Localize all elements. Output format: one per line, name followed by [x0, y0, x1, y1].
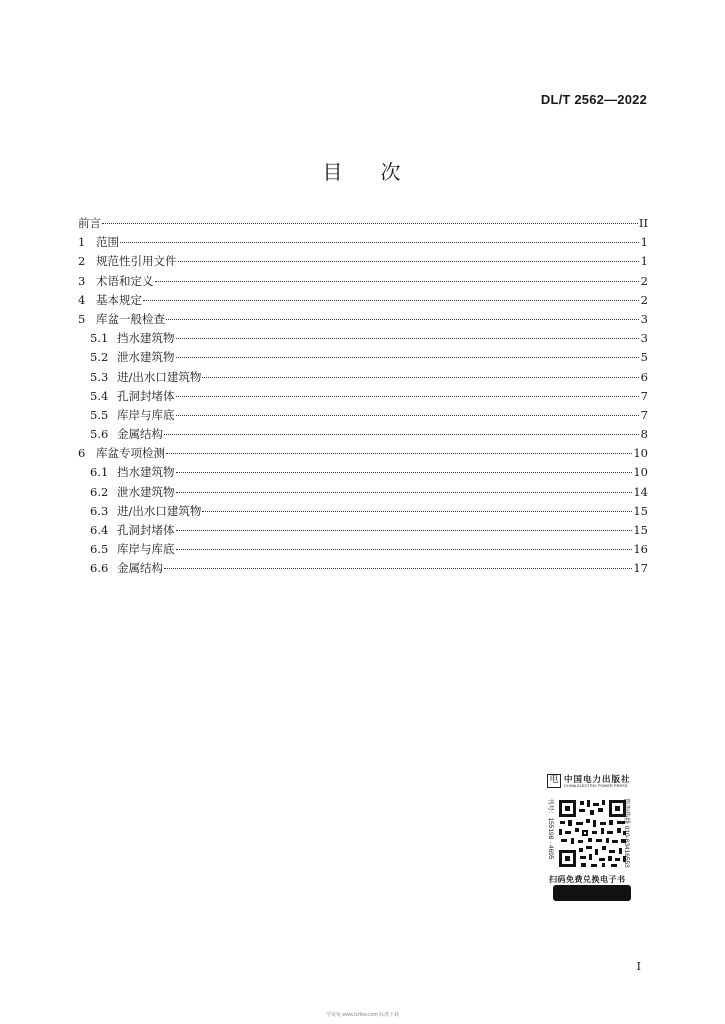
toc-entry-label: 前言 [78, 216, 101, 230]
toc-leader-dots [120, 242, 639, 243]
toc-entry-number: 6.4 [90, 523, 109, 537]
toc-entry[interactable] [78, 214, 648, 233]
toc-entry-number: 2 [78, 254, 86, 269]
toc-entry-label: 范围 [96, 235, 119, 250]
toc-entry-label: 泄水建筑物 [117, 350, 175, 365]
toc-entry-page: II [638, 216, 648, 230]
toc-entry-label: 进/出水口建筑物 [117, 369, 202, 384]
toc-entry[interactable] [78, 463, 648, 482]
toc-entry-number: 5.4 [90, 388, 109, 403]
toc-entry-number: 5.3 [90, 369, 109, 384]
toc-entry-label: 金属结构 [117, 561, 163, 576]
toc-entry-page: 6 [640, 369, 648, 384]
toc-entry-label: 库盆专项检测 [96, 446, 165, 461]
toc-leader-dots [202, 377, 639, 378]
toc-leader-dots [166, 319, 639, 320]
toc-entry-label: 规范性引用文件 [96, 254, 177, 269]
toc-entry[interactable] [78, 348, 648, 367]
toc-leader-dots [176, 549, 633, 550]
toc-entry[interactable] [78, 521, 648, 540]
toc-entry[interactable] [78, 310, 648, 329]
toc-entry-label: 库岸与库底 [117, 407, 175, 422]
toc-entry-number: 6.5 [90, 542, 109, 557]
toc-entry-page: 7 [640, 407, 648, 422]
page-number: I [636, 960, 641, 973]
book-number: 书号：155198 · 4695 [547, 798, 554, 860]
publisher-logo [545, 772, 640, 794]
toc-leader-dots [178, 261, 640, 262]
publisher-name: 中国电力出版社 [564, 775, 631, 785]
toc-entry-label: 孔洞封堵体 [117, 388, 175, 403]
title-char-2: 次 [380, 160, 403, 184]
redacted-code [553, 885, 631, 901]
toc-entry-number: 5.1 [90, 331, 109, 346]
toc-entry-label: 进/出水口建筑物 [117, 503, 202, 518]
toc-entry-page: 1 [640, 235, 648, 250]
toc-entry-label: 库盆一般检查 [96, 311, 165, 326]
toc-entry-label: 术语和定义 [96, 273, 154, 288]
toc-entry-page: 3 [640, 331, 648, 346]
toc-entry-number: 5.6 [90, 427, 109, 442]
toc-leader-dots [176, 530, 633, 531]
toc-entry[interactable] [78, 540, 648, 559]
toc-entry-page: 7 [640, 388, 648, 403]
toc-leader-dots [176, 357, 640, 358]
toc-leader-dots [176, 472, 633, 473]
toc-entry-page: 2 [640, 292, 648, 307]
publisher-logo-icon: 电 [547, 774, 561, 788]
toc-entry-number: 5.5 [90, 407, 109, 422]
toc-entry-number: 1 [78, 235, 86, 250]
toc-leader-dots [102, 223, 638, 224]
qr-code-icon[interactable] [557, 798, 628, 869]
toc-entry-page: 17 [633, 561, 648, 576]
toc-leader-dots [176, 396, 640, 397]
toc-entry[interactable] [78, 272, 648, 291]
toc-entry-page: 14 [633, 484, 648, 499]
toc-leader-dots [155, 281, 640, 282]
toc-entry-number: 6.6 [90, 561, 109, 576]
consult-hotline: 咨询热线 010-63416553 [623, 798, 630, 868]
toc-entry-number: 4 [78, 292, 86, 307]
toc-entry[interactable] [78, 425, 648, 444]
toc-entry-label: 泄水建筑物 [117, 484, 175, 499]
toc-entry-number: 6 [78, 446, 86, 461]
toc-entry-label: 挡水建筑物 [117, 465, 175, 480]
toc-entry[interactable] [78, 406, 648, 425]
toc-entry-label: 挡水建筑物 [117, 331, 175, 346]
toc-leader-dots [164, 568, 632, 569]
toc-entry-page: 5 [640, 350, 648, 365]
toc-leader-dots [164, 434, 639, 435]
publisher-qr-block [545, 772, 640, 902]
toc-entry-number: 6.3 [90, 503, 109, 518]
toc-entry-number: 6.2 [90, 484, 109, 499]
toc-entry[interactable] [78, 252, 648, 271]
document-code: DL/T 2562—2022 [540, 92, 647, 107]
toc-entry[interactable] [78, 387, 648, 406]
toc-entry[interactable] [78, 233, 648, 252]
toc-entry-page: 8 [640, 427, 648, 442]
toc-entry-label: 库岸与库底 [117, 542, 175, 557]
toc-entry[interactable] [78, 483, 648, 502]
toc-entry[interactable] [78, 559, 648, 578]
title-char-1: 目 [322, 160, 345, 184]
toc-entry[interactable] [78, 329, 648, 348]
scan-instruction: 扫码免费兑换电子书 [549, 874, 626, 884]
toc-leader-dots [143, 300, 639, 301]
publisher-name-en: CHINA ELECTRIC POWER PRESS [564, 784, 628, 788]
toc-entry-page: 1 [640, 254, 648, 269]
footer-watermark: 学兔兔 www.bzfxw.com 标准下载 [325, 1012, 400, 1018]
toc-entry-number: 5.2 [90, 350, 109, 365]
toc-entry[interactable] [78, 502, 648, 521]
toc-entry[interactable] [78, 291, 648, 310]
toc-entry-number: 6.1 [90, 465, 109, 480]
toc-entry-number: 3 [78, 273, 86, 288]
toc-entry-page: 16 [633, 542, 648, 557]
toc-entry-page: 10 [633, 465, 648, 480]
toc-leader-dots [166, 453, 632, 454]
toc-leader-dots [202, 511, 632, 512]
toc-entry-label: 金属结构 [117, 427, 163, 442]
toc-entry[interactable] [78, 368, 648, 387]
toc-entry-label: 孔洞封堵体 [117, 523, 175, 537]
table-of-contents [78, 214, 648, 579]
toc-entry-page: 2 [640, 273, 648, 288]
toc-entry-page: 15 [633, 523, 648, 537]
toc-entry-page: 15 [633, 503, 648, 518]
toc-entry-label: 基本规定 [96, 292, 142, 307]
toc-entry[interactable] [78, 444, 648, 463]
page-title [0, 156, 725, 185]
toc-entry-page: 10 [633, 446, 648, 461]
toc-entry-number: 5 [78, 311, 86, 326]
toc-leader-dots [176, 492, 633, 493]
toc-entry-page: 3 [640, 311, 648, 326]
toc-leader-dots [176, 415, 640, 416]
toc-leader-dots [176, 338, 640, 339]
